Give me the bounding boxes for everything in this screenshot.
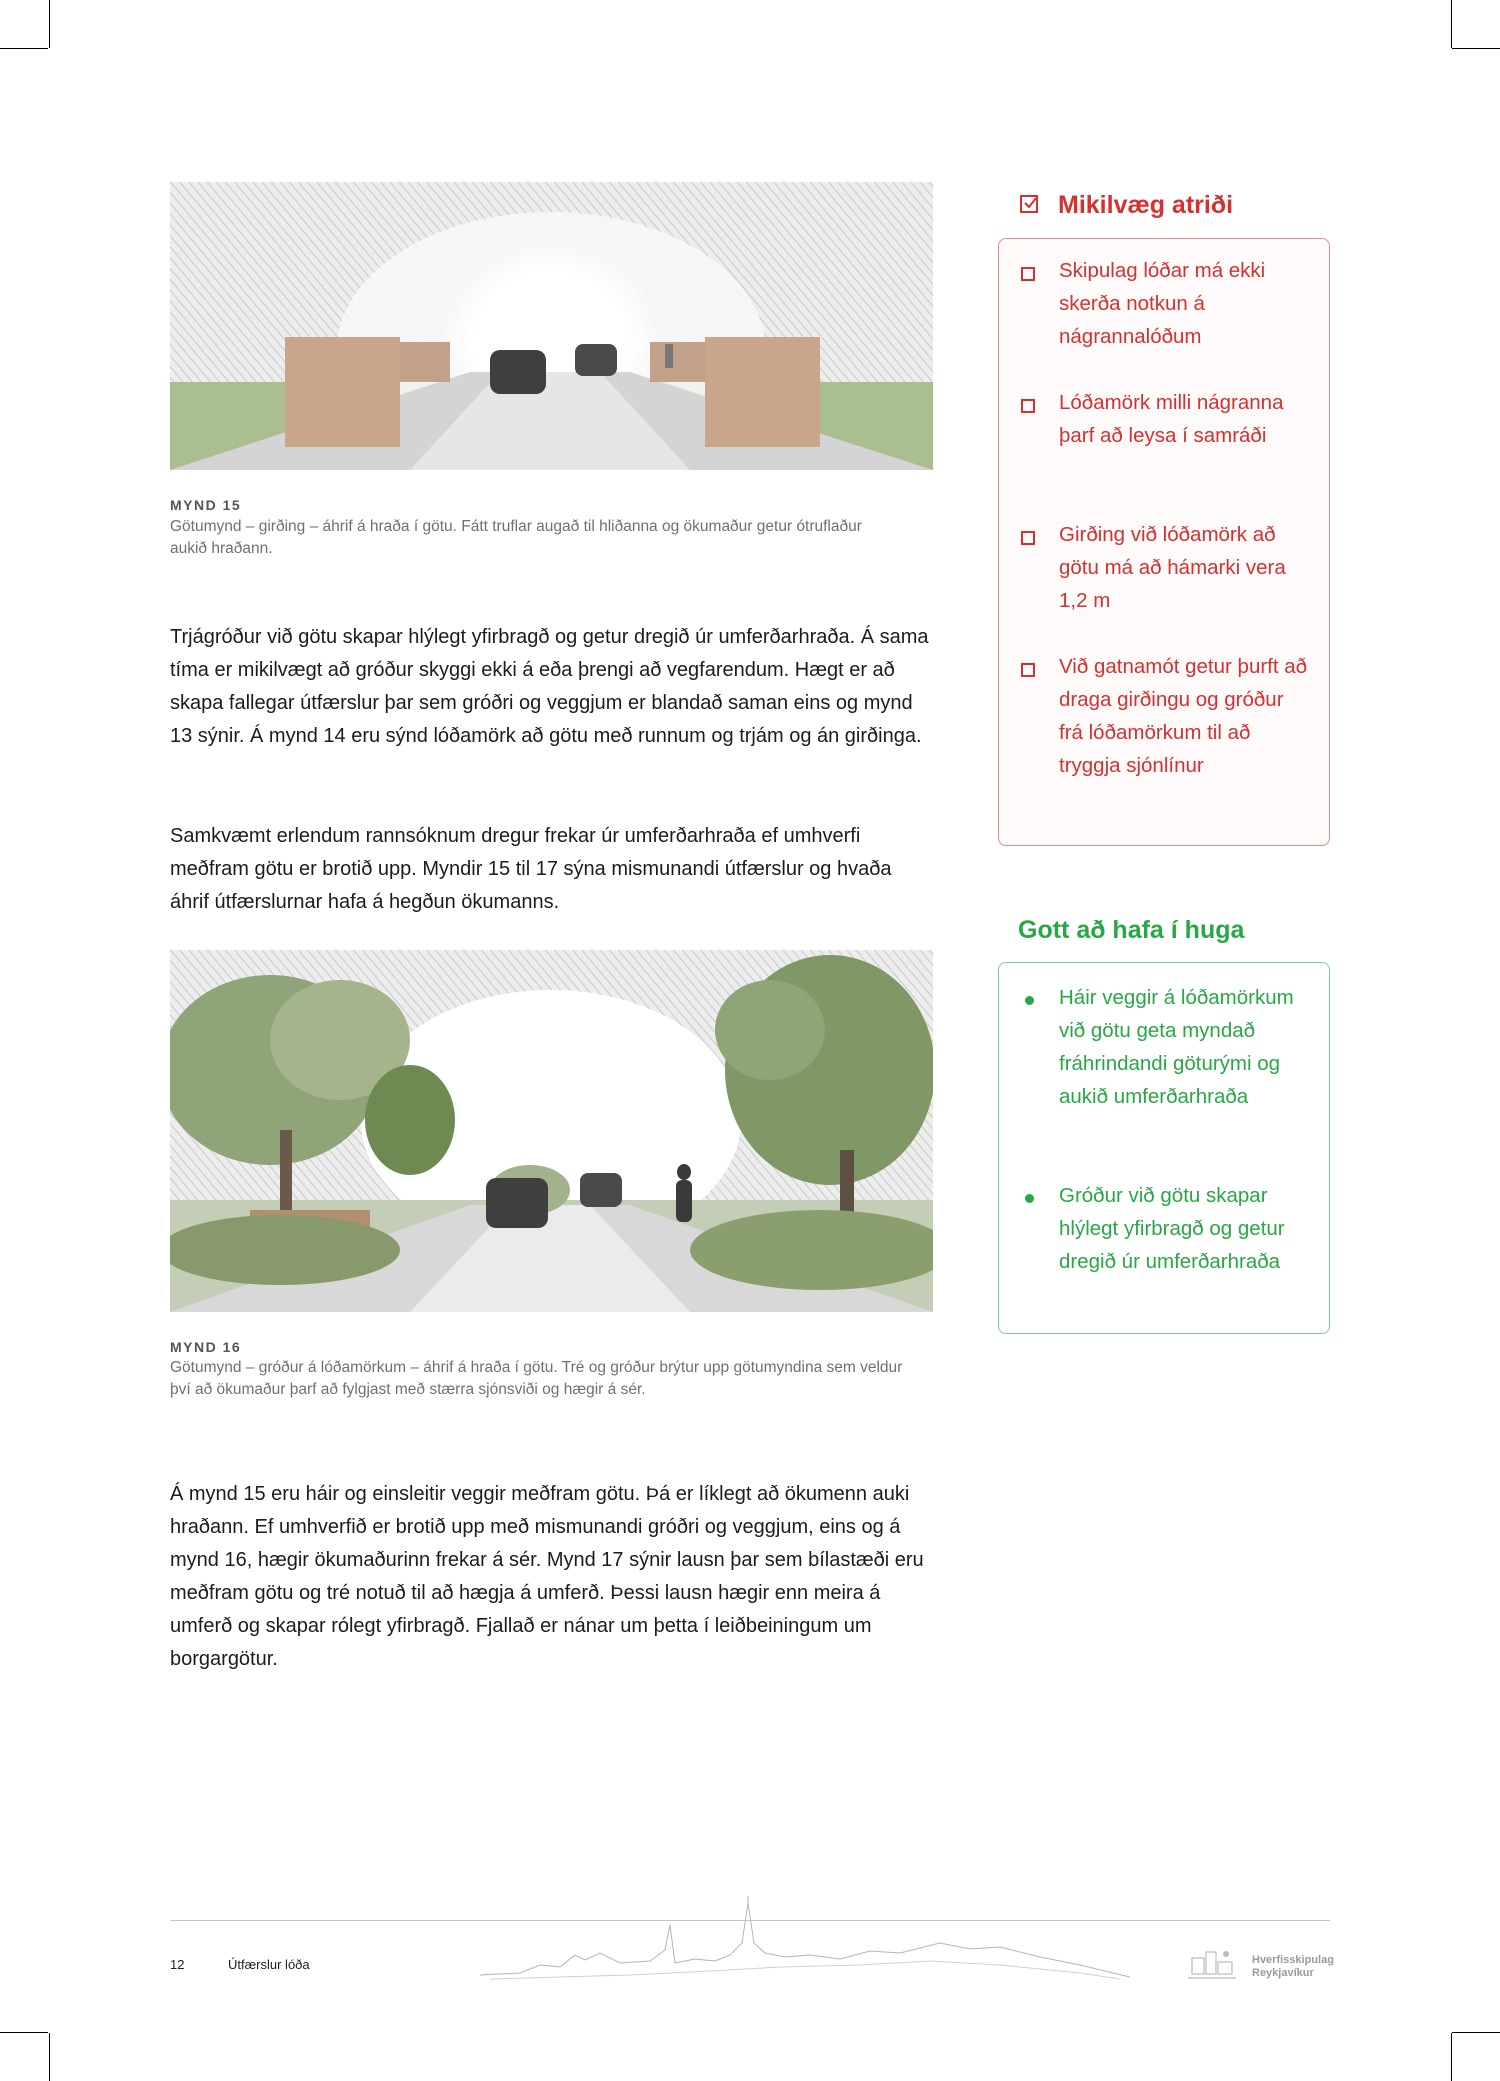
figure-15-caption: Götumynd – girðing – áhrif á hraða í götu. Fátt truflar augað til hliðanna og ökumaður getur ótruflaður aukið hraðann. [170,518,862,557]
important-item: Við gatnamót getur þurft að draga girðingu og gróður frá lóðamörkum til að tryggja sjónlínur [1059,655,1308,777]
logo-line2: Reykjavíkur [1252,1967,1314,1979]
crop-mark [49,0,50,48]
figure-15-label: MYND 15 [170,497,242,513]
page-number: 12 [170,1957,185,1972]
figure-16-label: MYND 16 [170,1339,242,1355]
important-item: Lóðamörk milli nágranna þarf að leysa í samráði [1059,391,1284,447]
crop-mark [0,48,48,49]
important-heading-icon [1020,195,1038,213]
checkbox-icon [1021,267,1035,281]
good-to-know-heading: Gott að hafa í huga [1018,916,1245,944]
bullet-icon [1025,996,1034,1005]
checkbox-icon [1021,531,1035,545]
important-item: Skipulag lóðar má ekki skerða notkun á nágrannalóðum [1059,259,1266,348]
crop-mark [1452,2032,1500,2033]
important-heading: Mikilvæg atriði [1058,191,1234,219]
good-to-know-item: Gróður við götu skapar hlýlegt yfirbragð og getur dregið úr umferðarhraða [1059,1184,1285,1273]
bullet-icon [1025,1194,1034,1203]
crop-mark [1452,48,1500,49]
figure-16-image [170,950,933,1312]
city-logo-icon [1188,1948,1248,1984]
checkbox-icon [1021,663,1035,677]
important-item: Girðing við lóðamörk að götu má að hámarki vera 1,2 m [1059,523,1286,612]
logo-line1: Hverfisskipulag [1252,1954,1334,1966]
figure-16-caption: Götumynd – gróður á lóðamörkum – áhrif á hraða í götu. Tré og gróður brýtur upp götumyndina sem veldur því að ökumaður þarf að fylgjast með stærra sjónsviði og hægir á sér. [170,1359,903,1398]
important-box [998,238,1330,846]
checkbox-icon [1021,399,1035,413]
crop-mark [1451,0,1452,48]
good-to-know-box [998,962,1330,1334]
good-to-know-item: Háir veggir á lóðamörkum við götu geta myndað fráhrindandi göturými og aukið umferðarhraða [1059,986,1294,1108]
crop-mark [1451,2033,1452,2081]
figure-15-image [170,182,933,470]
paragraph-research: Samkvæmt erlendum rannsóknum dregur frekar úr umferðarhraða ef umhverfi meðfram götu er brotið upp. Myndir 15 til 17 sýna mismunandi útfærslur og hvaða áhrif útfærslurnar hafa á hegðun ökumanns. [170,825,892,913]
skyline-illustration [480,1895,1130,1985]
crop-mark [49,2033,50,2081]
paragraph-vegetation: Trjágróður við götu skapar hlýlegt yfirbragð og getur dregið úr umferðarhraða. Á sama tíma er mikilvægt að gróður skyggi ekki á eða þrengi að vegfarendum. Hægt er að skapa fallegar útfærslur þar sem gróðri og veggjum er blandað saman eins og mynd 13 sýnir. Á mynd 14 eru sýnd lóðamörk að götu með runnum og trjám og án girðinga. [170,626,929,747]
section-title: Útfærslur lóða [228,1957,310,1972]
paragraph-walls: Á mynd 15 eru háir og einsleitir veggir meðfram götu. Þá er líklegt að ökumenn auki hraðann. Ef umhverfið er brotið upp með mismunandi gróðri og veggjum, eins og á mynd 16, hægir ökumaðurinn frekar á sér. Mynd 17 sýnir lausn þar sem bílastæði eru meðfram götu og tré notuð til að hægja á umferð. Þessi lausn hægir enn meira á umferð og skapar rólegt yfirbragð. Fjallað er nánar um þetta í leiðbeiningum um borgargötur. [170,1483,924,1670]
crop-mark [0,2032,48,2033]
